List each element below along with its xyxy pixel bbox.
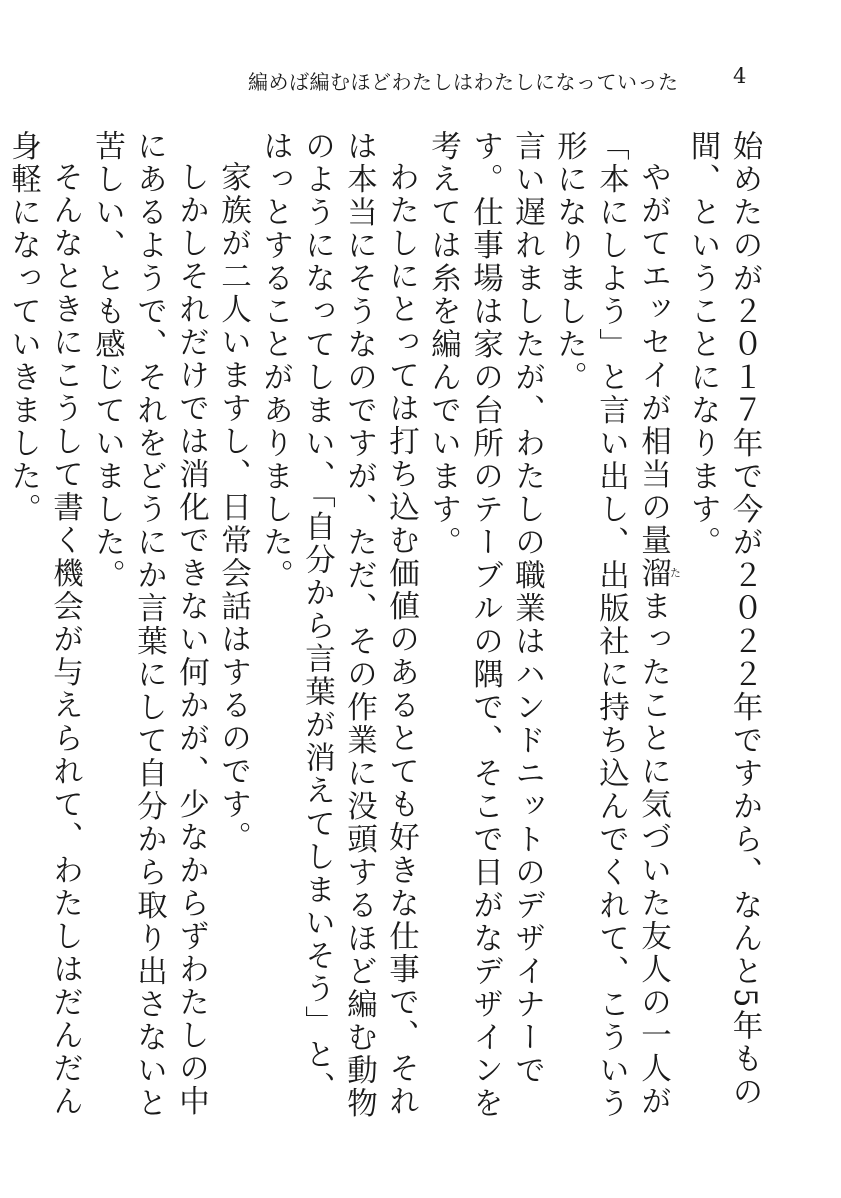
vertical-body-text — [5, 130, 765, 1130]
paragraph-3: 言い遅れましたが、わたしの職業はハンドニットのデザイナーです。仕事場は家の台所のテーブルの隅で、そこで日がなデザインを考えては糸を編んでいます。 — [425, 130, 545, 1120]
furigana-ruby — [635, 556, 682, 590]
paragraph-7: そんなときにこうして書く機会が与えられて、わたしはだんだん身軽になっていきました。 — [5, 130, 83, 1118]
paragraph-2-part-1: やがてエッセイが相当の量 — [635, 160, 671, 557]
paragraph-5: 家族が二人いますし、日常会話はするのです。 — [215, 160, 251, 854]
ruby-reading: た — [668, 556, 682, 590]
paragraph-1: 始めたのが２０１７年で今が２０２２年ですから、なんと5年もの間、ということになります。 — [685, 130, 762, 1109]
ruby-base: 溜 — [635, 556, 671, 590]
paragraph-2-part-2: まったことに気づいた友人の一人が「本にしよう」と言い出し、出版社に持ち込んでくれて、こういう形になりました。 — [551, 130, 671, 1120]
paragraph-2 — [548, 130, 682, 1130]
running-header-title: 編めば編むほどわたしはわたしになっていった — [248, 70, 679, 94]
paragraph-6: しかしそれだけでは消化できない何かが、少なからずわたしの中にあるようで、それをどうにか言葉にして自分から取り出さないと苦しい、とも感じていました。 — [89, 130, 209, 1120]
page-number: 4 — [733, 64, 747, 88]
paragraph-4: わたしにとっては打ち込む価値のあるとても好きな仕事で、それは本当にそうなのですが、ただ、その作業に没頭するほど編む動物のようになってしまい、「自分から言葉が消えてしまいそう」と、はっとすることがありました。 — [257, 130, 419, 1120]
